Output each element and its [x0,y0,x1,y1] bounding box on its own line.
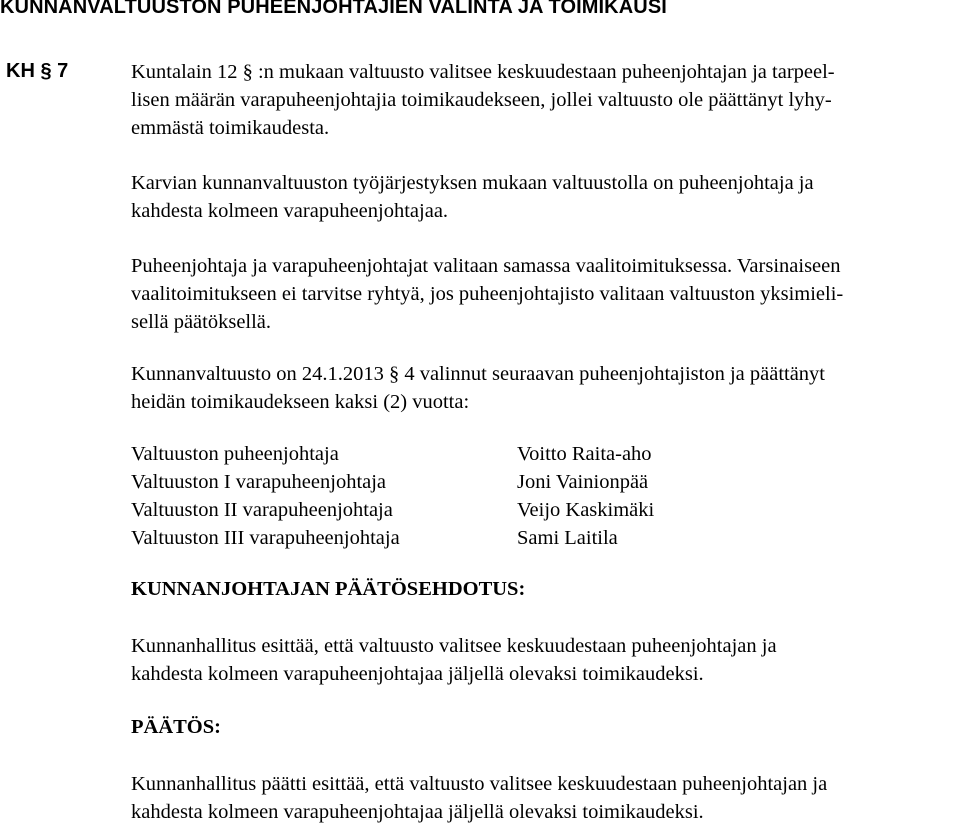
paragraph-line: Kuntalain 12 § :n mukaan valtuusto valitsee keskuudestaan puheenjohtajan ja tarpeel- [131,61,835,83]
section-prefix: KH [6,60,35,82]
section-number: 7 [57,60,69,82]
paragraph-line: vaalitoimitukseen ei tarvitse ryhtyä, jos puheenjohtajisto valitaan valtuuston yksimieli- [131,283,844,305]
officer-role: Valtuuston III varapuheenjohtaja [131,527,400,549]
section-label [6,60,68,83]
document-heading: KUNNANVALTUUSTON PUHEENJOHTAJIEN VALINTA JA TOIMIKAUSI [0,0,667,18]
officer-name: Joni Vainionpää [517,471,649,493]
paragraph-line: Kunnanhallitus päätti esittää, että valtuusto valitsee keskuudestaan puheenjohtajan ja [131,773,828,795]
proposal-heading: KUNNANJOHTAJAN PÄÄTÖSEHDOTUS: [131,578,526,600]
officer-role: Valtuuston I varapuheenjohtaja [131,471,387,493]
paragraph-line: sellä päätöksellä. [131,311,272,333]
officer-name: Veijo Kaskimäki [517,499,655,521]
paragraph-line: Puheenjohtaja ja varapuheenjohtajat valitaan samassa vaalitoimituksessa. Varsinaiseen [131,255,841,277]
paragraph-line: kahdesta kolmeen varapuheenjohtajaa jäljellä olevaksi toimikaudeksi. [131,801,704,823]
paragraph-line: kahdesta kolmeen varapuheenjohtajaa. [131,200,449,222]
paragraph-line: heidän toimikaudekseen kaksi (2) vuotta: [131,391,470,413]
officer-role: Valtuuston II varapuheenjohtaja [131,499,393,521]
officer-name: Sami Laitila [517,527,618,549]
decision-heading: PÄÄTÖS: [131,716,221,738]
section-symbol-icon: § [40,60,52,82]
paragraph-line: emmästä toimikaudesta. [131,117,330,139]
paragraph-line: lisen määrän varapuheenjohtajia toimikaudekseen, jollei valtuusto ole päättänyt lyhy- [131,89,832,111]
officer-name: Voitto Raita-aho [517,443,652,465]
paragraph-line: Karvian kunnanvaltuuston työjärjestyksen mukaan valtuustolla on puheenjohtaja ja [131,172,814,194]
paragraph-line: Kunnanhallitus esittää, että valtuusto valitsee keskuudestaan puheenjohtajan ja [131,635,777,657]
paragraph-line: Kunnanvaltuusto on 24.1.2013 § 4 valinnut seuraavan puheenjohtajiston ja päättänyt [131,363,826,385]
paragraph-line: kahdesta kolmeen varapuheenjohtajaa jäljellä olevaksi toimikaudeksi. [131,663,704,685]
officer-role: Valtuuston puheenjohtaja [131,443,339,465]
